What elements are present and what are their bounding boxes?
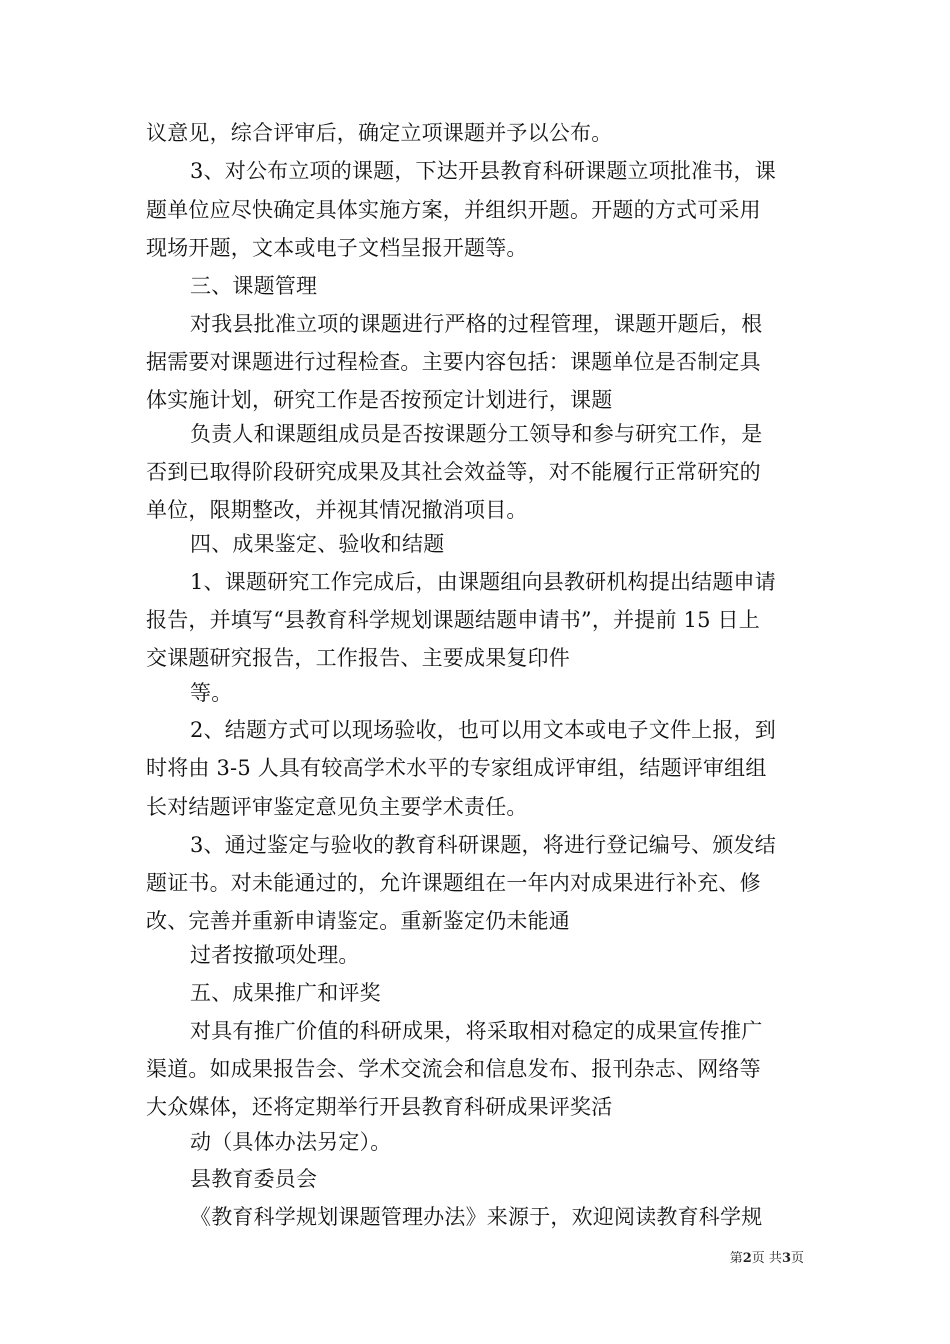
text-line: 对具有推广价值的科研成果，将采取相对稳定的成果宣传推广: [190, 1019, 763, 1043]
text-line: 交课题研究报告，工作报告、主要成果复印件: [146, 646, 570, 670]
section-heading: 四、成果鉴定、验收和结题: [190, 532, 445, 556]
text-line: 负责人和课题组成员是否按课题分工领导和参与研究工作，是: [190, 422, 763, 446]
footer-middle: 页 共: [751, 1251, 782, 1266]
text-line: 否到已取得阶段研究成果及其社会效益等，对不能履行正常研究的: [146, 460, 761, 484]
text-line: 议意见，综合评审后，确定立项课题并予以公布。: [146, 121, 613, 145]
text-line: 3、通过鉴定与验收的教育科研课题，将进行登记编号、颁发结: [190, 833, 776, 857]
text-line: 1、课题研究工作完成后，由课题组向县教研机构提出结题申请: [190, 570, 776, 594]
text-line: 3、对公布立项的课题，下达开县教育科研课题立项批准书，课: [190, 159, 776, 183]
text-line: 渠道。如成果报告会、学术交流会和信息发布、报刊杂志、网络等: [146, 1057, 761, 1081]
text-line: 大众媒体，还将定期举行开县教育科研成果评奖活: [146, 1095, 613, 1119]
page-number-footer: [730, 1250, 804, 1268]
text-line: 改、完善并重新申请鉴定。重新鉴定仍未能通: [146, 909, 570, 933]
text-line: 体实施计划，研究工作是否按预定计划进行，课题: [146, 388, 613, 412]
current-page-number: 2: [742, 1251, 752, 1266]
text-line: 题证书。对未能通过的，允许课题组在一年内对成果进行补充、修: [146, 871, 761, 895]
text-line: 动（具体办法另定）。: [190, 1130, 392, 1154]
text-line: 时将由 3-5 人具有较高学术水平的专家组成评审组，结题评审组组: [146, 756, 767, 780]
text-line: 2、结题方式可以现场验收，也可以用文本或电子文件上报，到: [190, 718, 776, 742]
text-line: 对我县批准立项的课题进行严格的过程管理，课题开题后，根: [190, 312, 763, 336]
total-pages-number: 3: [781, 1251, 791, 1266]
text-line: 等。: [190, 681, 233, 705]
text-line: 单位，限期整改，并视其情况撤消项目。: [146, 498, 528, 522]
section-heading: 三、课题管理: [190, 274, 318, 298]
text-line: 报告，并填写“县教育科学规划课题结题申请书”，并提前 15 日上: [146, 608, 760, 632]
text-line: 长对结题评审鉴定意见负主要学术责任。: [146, 795, 528, 819]
text-line: 现场开题，文本或电子文档呈报开题等。: [146, 236, 528, 260]
text-line: 过者按撤项处理。: [190, 943, 360, 967]
section-heading: 五、成果推广和评奖: [190, 981, 381, 1005]
footer-suffix: 页: [790, 1251, 804, 1266]
footer-prefix: 第: [729, 1251, 743, 1266]
text-line: 题单位应尽快确定具体实施方案，并组织开题。开题的方式可采用: [146, 198, 761, 222]
text-line: 《教育科学规划课题管理办法》来源于，欢迎阅读教育科学规: [190, 1205, 763, 1229]
signature-line: 县教育委员会: [190, 1167, 318, 1191]
text-line: 据需要对课题进行过程检查。主要内容包括：课题单位是否制定具: [146, 350, 761, 374]
